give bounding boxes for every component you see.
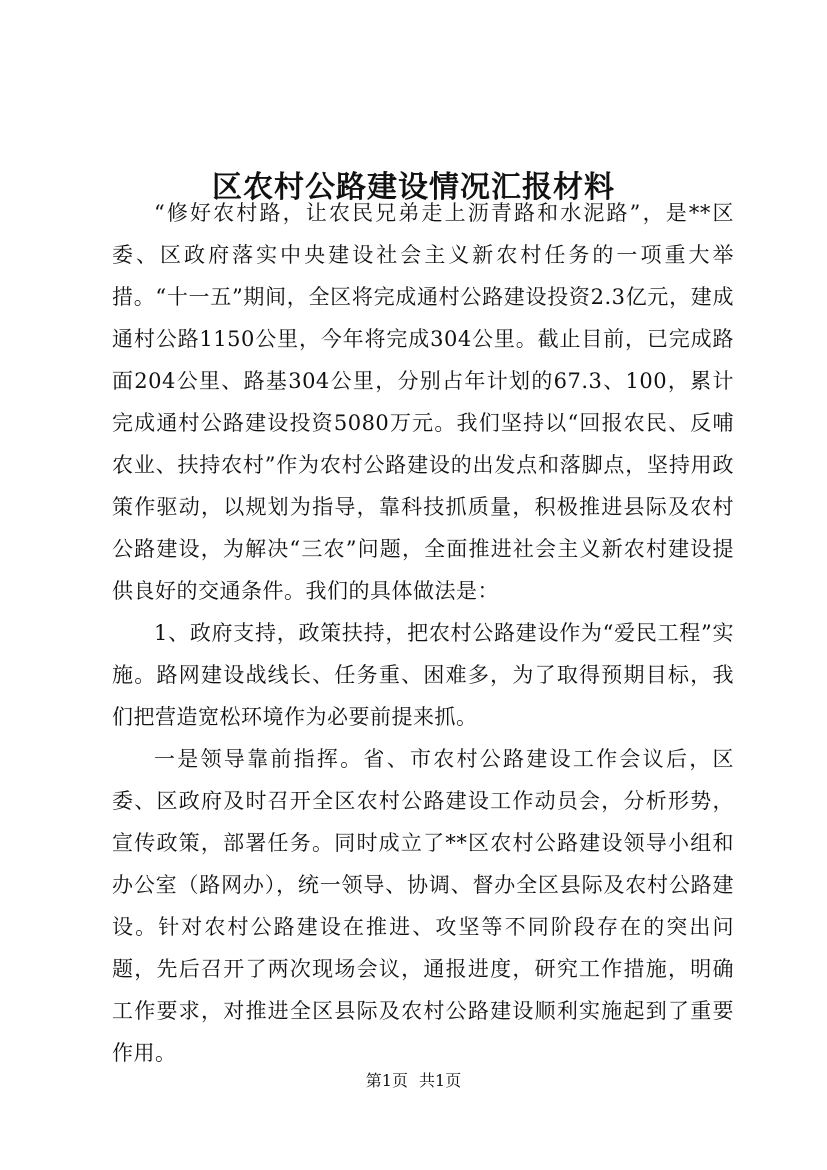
paragraph-section-1: 1、政府支持，政策扶持，把农村公路建设作为“爱民工程”实施。路网建设战线长、任务重、困难多，为了取得预期目标，我们把营造宽松环境作为必要前提来抓。	[112, 621, 734, 729]
page-number: 第1页	[365, 1071, 408, 1090]
page-total: 共1页	[419, 1071, 462, 1090]
paragraph-leadership: 一是领导靠前指挥。省、市农村公路建设工作会议后，区委、区政府及时召开全区农村公路建设工作动员会，分析形势，宣传政策，部署任务。同时成立了**区农村公路建设领导小组和办公室（路网办），统一领导、协调、督办全区县际及农村公路建设。针对农村公路建设在推进、攻坚等不同阶段存在的突出问题，先后召开了两次现场会议，通报进度，研究工作措施，明确工作要求，对推进全区县际及农村公路建设顺利实施起到了重要作用。	[112, 747, 734, 1065]
page-footer	[0, 1070, 827, 1092]
document-body	[112, 192, 734, 1074]
paragraph-intro: “修好农村路，让农民兄弟走上沥青路和水泥路”，是**区委、区政府落实中央建设社会主义新农村任务的一项重大举措。“十一五”期间，全区将完成通村公路建设投资2.3亿元，建成通村公路1150公里，今年将完成304公里。截止目前，已完成路面204公里、路基304公里，分别占年计划的67.3、100，累计完成通村公路建设投资5080万元。我们坚持以“回报农民、反哺农业、扶持农村”作为农村公路建设的出发点和落脚点，坚持用政策作驱动，以规划为指导，靠科技抓质量，积极推进县际及农村公路建设，为解决“三农”问题，全面推进社会主义新农村建设提供良好的交通条件。我们的具体做法是：	[112, 201, 734, 603]
document-title: 区农村公路建设情况汇报材料	[212, 170, 615, 206]
